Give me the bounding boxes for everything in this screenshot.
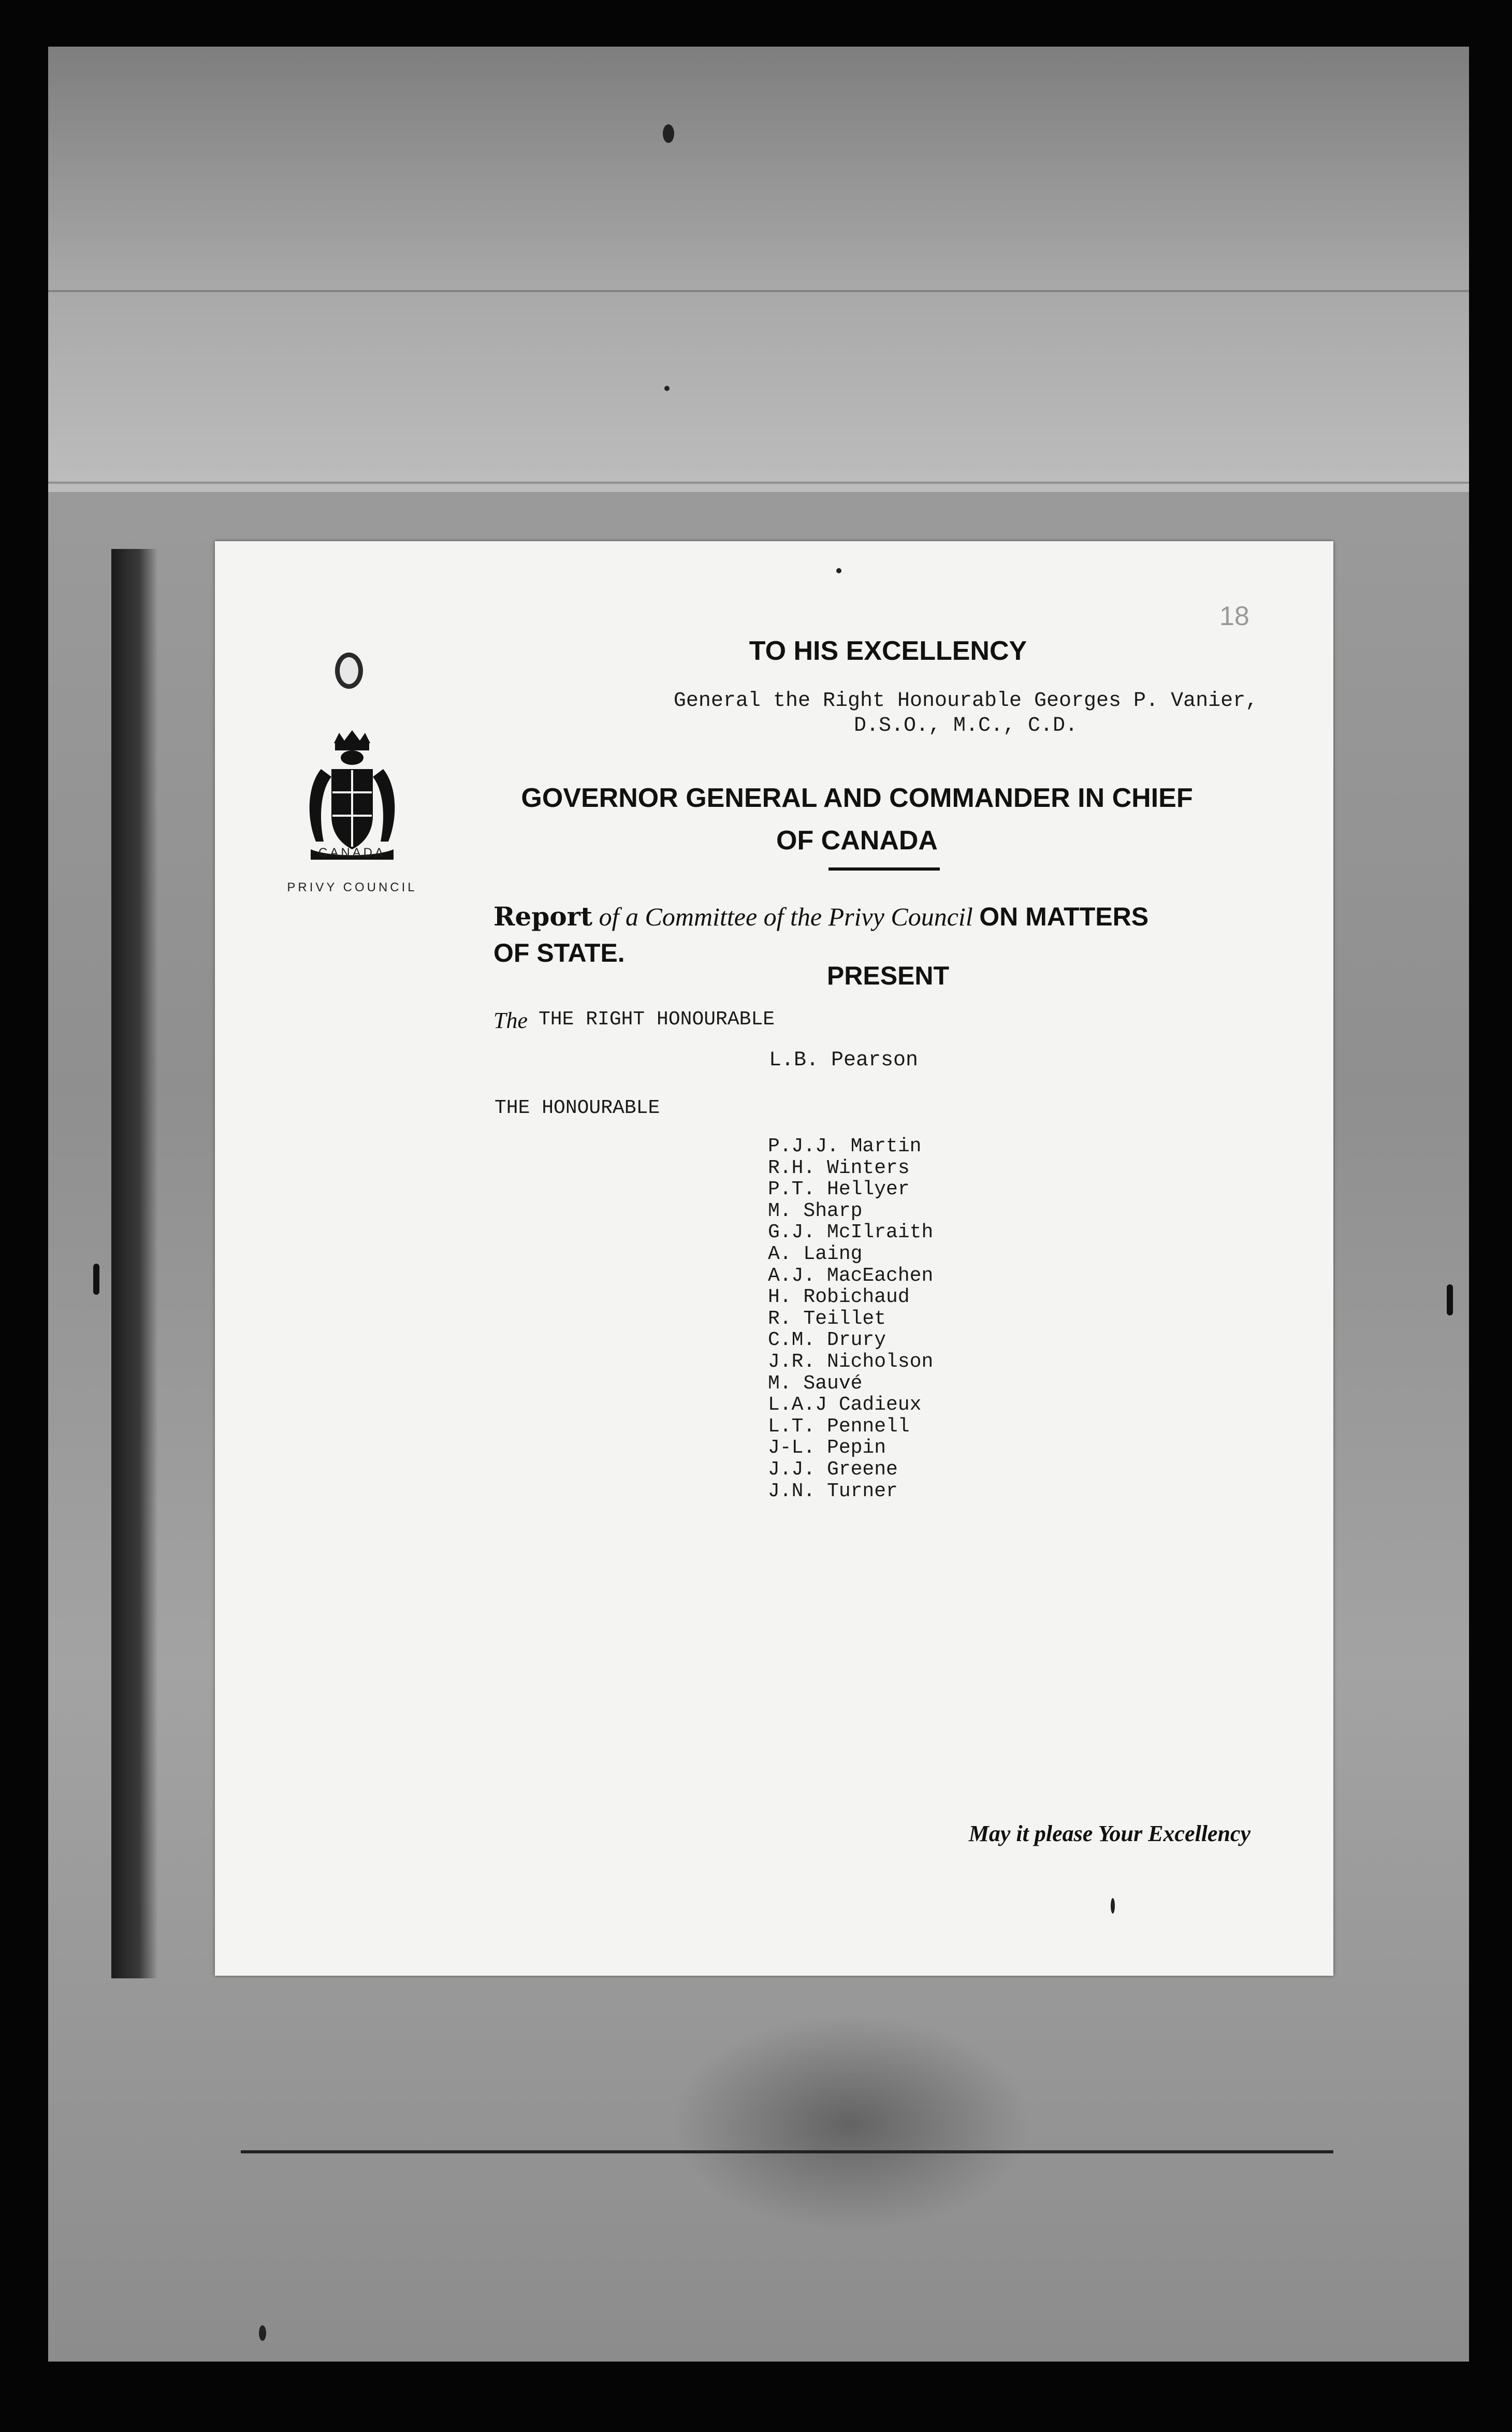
addressee-block	[619, 689, 1313, 739]
minister-name: A.J. MacEachen	[768, 1264, 934, 1287]
report-committee: of a Committee of the Privy Council	[592, 902, 980, 931]
film-speck	[664, 386, 670, 391]
addressee-line: General the Right Honourable Georges P. Vanier,	[673, 689, 1258, 713]
minister-name: G.J. McIlraith	[768, 1221, 934, 1244]
film-speck	[259, 2325, 266, 2341]
minister-name: J.N. Turner	[768, 1480, 898, 1502]
minister-name: L.A.J Cadieux	[768, 1394, 922, 1416]
minister-name: A. Laing	[768, 1242, 863, 1265]
minister-name: R.H. Winters	[768, 1156, 910, 1179]
right-honourable-label: THE RIGHT HONOURABLE	[539, 1008, 775, 1031]
report-state: OF STATE.	[493, 938, 625, 967]
film-speck	[663, 124, 674, 143]
report-word: Report	[493, 901, 593, 932]
honourable-label: THE HONOURABLE	[495, 1097, 660, 1119]
report-caption	[493, 899, 1270, 971]
page-fold-shadow	[111, 549, 158, 1978]
minister-name: P.T. Hellyer	[768, 1178, 910, 1201]
minister-name: J-L. Pepin	[768, 1437, 886, 1459]
office-title	[484, 777, 1230, 862]
present-heading: PRESENT	[826, 961, 950, 990]
addressee-line: D.S.O., M.C., C.D.	[853, 714, 1078, 737]
minister-name: J.J. Greene	[768, 1458, 898, 1481]
punch-hole	[335, 653, 363, 689]
minister-name: L.T. Pennell	[768, 1415, 910, 1438]
salutation-heading: TO HIS EXCELLENCY	[749, 636, 1027, 666]
backing-crease	[48, 290, 1469, 292]
minister-name: J.R. Nicholson	[768, 1350, 934, 1373]
minister-name: M. Sharp	[768, 1199, 863, 1222]
film-bottom-rule	[241, 2150, 1333, 2153]
minister-name: R. Teillet	[768, 1307, 886, 1330]
backing-sheet-top	[48, 47, 1469, 492]
minister-name: H. Robichaud	[768, 1286, 910, 1309]
prime-minister-name: L.B. Pearson	[769, 1049, 919, 1072]
office-title-line: OF CANADA	[776, 826, 938, 856]
minister-name: C.M. Drury	[768, 1329, 886, 1352]
crest-caption-country: CANADA	[318, 846, 386, 860]
paper-speck	[1111, 1898, 1115, 1914]
film-edge-mark	[1447, 1284, 1453, 1315]
minister-name: P.J.J. Martin	[768, 1135, 922, 1157]
office-title-line: GOVERNOR GENERAL AND COMMANDER IN CHIEF	[521, 783, 1193, 813]
document-sheet	[215, 541, 1333, 1976]
crest-caption-body: PRIVY COUNCIL	[287, 880, 417, 894]
ministers-list	[768, 1136, 933, 1502]
backing-crease	[48, 482, 1469, 484]
heading-divider	[828, 867, 940, 871]
page-number: 18	[1219, 601, 1249, 631]
film-smudge	[670, 2015, 1032, 2232]
closing-salutation: May it please Your Excellency	[968, 1821, 1251, 1846]
minister-name: M. Sauvé	[768, 1372, 863, 1395]
report-matters: ON MATTERS	[979, 902, 1149, 931]
the-label: The	[493, 1008, 528, 1033]
film-edge-mark	[93, 1264, 99, 1295]
paper-speck	[836, 568, 841, 573]
